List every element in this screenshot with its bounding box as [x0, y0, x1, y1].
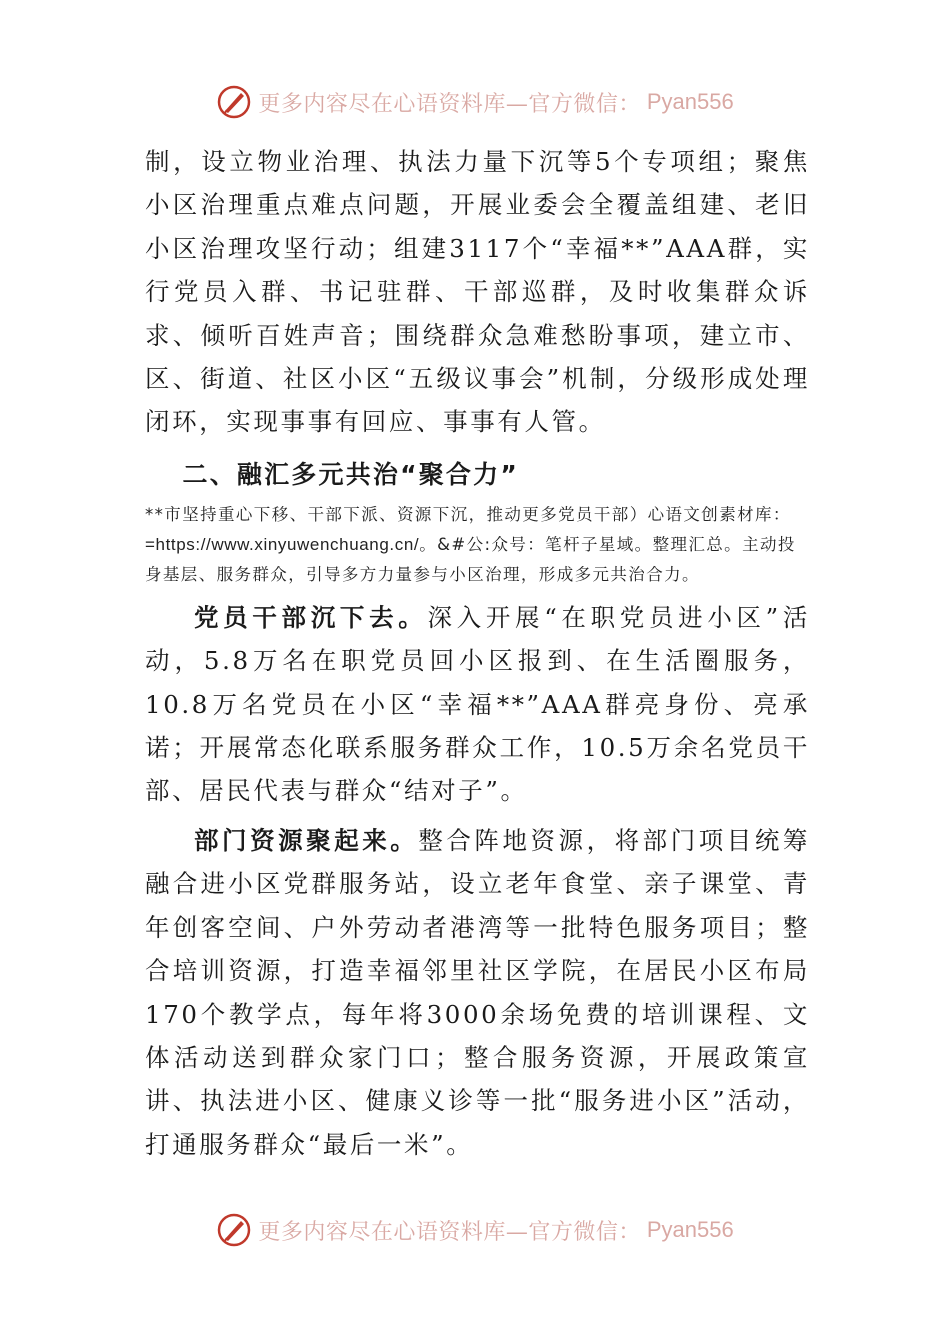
banner-text: 更多内容尽在心语资料库—官方微信： — [258, 91, 641, 117]
quill-pen-icon — [216, 84, 252, 120]
paragraph-1: 制，设立物业治理、执法力量下沉等5个专项组；聚焦小区治理重点难点问题，开展业委会全覆盖组建、老旧小区治理攻坚行动；组建3117个“幸福**”AAA群，实行党员入群、书记驻群、干部巡群，及时收集群众诉求、倾听百姓声音；围绕群众急难愁盼事项，建立市、区、街道、社区小区“五级议事会”机制，分级形成处理闭环，实现事事有回应、事事有人管。 — [145, 147, 810, 437]
paragraph-4 — [145, 819, 810, 1166]
footer-banner — [0, 1210, 950, 1250]
document-body — [145, 140, 810, 1166]
banner-wechat-id: Pyan556 — [646, 1217, 734, 1242]
paragraph-4-lead: 部门资源聚起来。 — [194, 825, 419, 855]
section-heading-2: 二、融汇多元共治“聚合力” — [182, 459, 519, 489]
quill-pen-icon — [216, 1212, 252, 1248]
note-text-1: **市坚持重心下移、干部下派、资源下沉，推动更多党员干部）心语文创素材库： — [145, 504, 791, 524]
header-banner — [0, 82, 950, 122]
paragraph-3-lead: 党员干部沉下去。 — [194, 602, 428, 632]
paragraph-4-body: 整合阵地资源，将部门项目统筹融合进小区党群服务站，设立老年食堂、亲子课堂、青年创客空间、户外劳动者港湾等一批特色服务项目；整合培训资源，打造幸福邻里社区学院，在居民小区布局170个教学点，每年将3000余场免费的培训课程、文体活动送到群众家门口；整合服务资源，开展政策宣讲、执法进小区、健康义诊等一批“服务进小区”活动，打通服务群众“最后一米”。 — [145, 825, 810, 1159]
banner-text: 更多内容尽在心语资料库—官方微信： — [258, 1219, 641, 1245]
source-note — [145, 500, 810, 590]
paragraph-3-body: 深入开展“在职党员进小区”活动，5.8万名在职党员回小区报到、在生活圈服务，10.8万名党员在小区“幸福**”AAA群亮身份、亮承诺；开展常态化联系服务群众工作，10.5万余名党员干部、居民代表与群众“结对子”。 — [145, 602, 810, 806]
banner-wechat-id: Pyan556 — [646, 89, 734, 114]
note-url: =https://www.xinyuwenchuang.cn/ — [145, 534, 420, 554]
paragraph-3 — [145, 596, 810, 813]
note-text-2: 。&#公:众号：笔杆子星域。整理汇总。主动投身基层、服务群众，引导多方力量参与小区治理，形成多元共治合力。 — [145, 534, 796, 584]
